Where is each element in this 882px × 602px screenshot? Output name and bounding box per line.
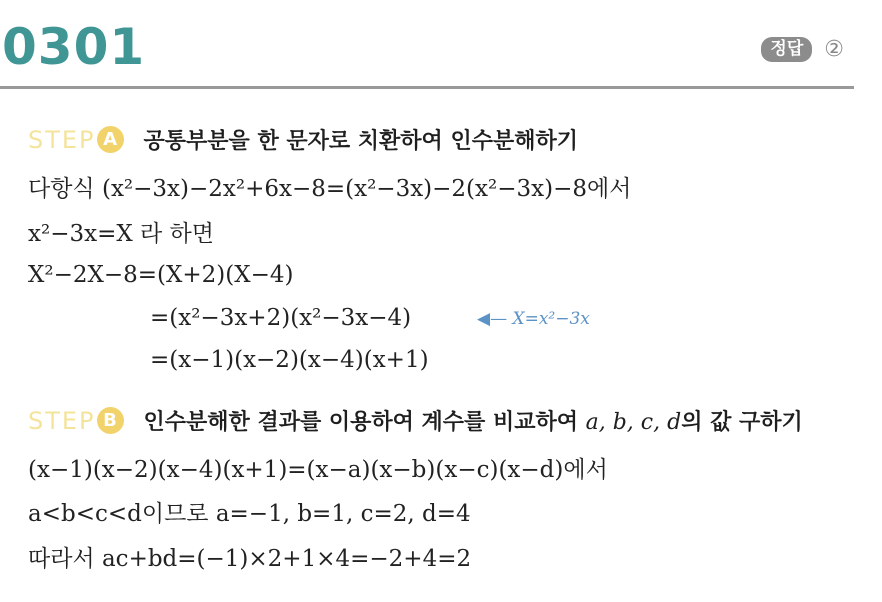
line-7-math-1: a<b<c<d	[28, 501, 142, 527]
answer-value: ②	[824, 37, 844, 62]
line-7-math-2: a=−1, b=1, c=2, d=4	[215, 501, 471, 527]
step-b-title	[144, 405, 803, 436]
line-1-math: (x²−3x)−2x²+6x−8=(x²−3x)−2(x²−3x)−8	[101, 176, 587, 202]
step-a-label: STEP	[28, 125, 96, 154]
step-a-title: 공통부분을 한 문자로 치환하여 인수분해하기	[143, 129, 578, 154]
step-b-title-vars: a, b, c, d	[585, 410, 682, 435]
substitution-note-text: X=x²−3x	[512, 309, 590, 329]
line-1-suffix: 에서	[586, 176, 632, 202]
solution-line-2	[28, 222, 214, 247]
answer-area	[761, 37, 844, 62]
step-b-title-end: 의 값 구하기	[681, 410, 803, 435]
solution-line-1	[28, 177, 631, 202]
step-b-label: STEP	[28, 406, 96, 435]
line-8-math: ac+bd=(−1)×2+1×4=−2+4=2	[101, 546, 472, 572]
line-8-prefix: 따라서	[28, 546, 102, 572]
solution-line-5: =(x−1)(x−2)(x−4)(x+1)	[150, 347, 429, 373]
step-a-circle-icon: A	[97, 126, 124, 153]
step-a-header	[28, 124, 578, 155]
line-7-text: 이므로	[141, 501, 216, 527]
line-2-text: 라 하면	[140, 221, 214, 247]
problem-number: 0301	[2, 18, 146, 76]
solution-line-4: =(x²−3x+2)(x²−3x−4)	[150, 305, 412, 331]
header-divider	[0, 86, 854, 89]
line-2-math: x²−3x=X	[28, 221, 133, 247]
step-b-circle-icon: B	[97, 407, 124, 434]
line-6-suffix: 에서	[563, 457, 608, 483]
left-arrow-icon: ◀—	[477, 309, 508, 329]
substitution-note	[477, 309, 590, 329]
solution-line-7	[28, 502, 471, 527]
step-b-title-text: 인수분해한 결과를 이용하여 계수를 비교하여	[143, 410, 586, 435]
answer-badge: 정답	[761, 37, 812, 62]
line-1-prefix: 다항식	[28, 176, 102, 202]
step-b-header	[28, 405, 803, 436]
solution-line-6	[28, 458, 608, 483]
solution-line-3: X²−2X−8=(X+2)(X−4)	[28, 262, 294, 288]
line-6-math: (x−1)(x−2)(x−4)(x+1)=(x−a)(x−b)(x−c)(x−d)	[28, 457, 564, 483]
solution-line-8	[28, 547, 471, 572]
